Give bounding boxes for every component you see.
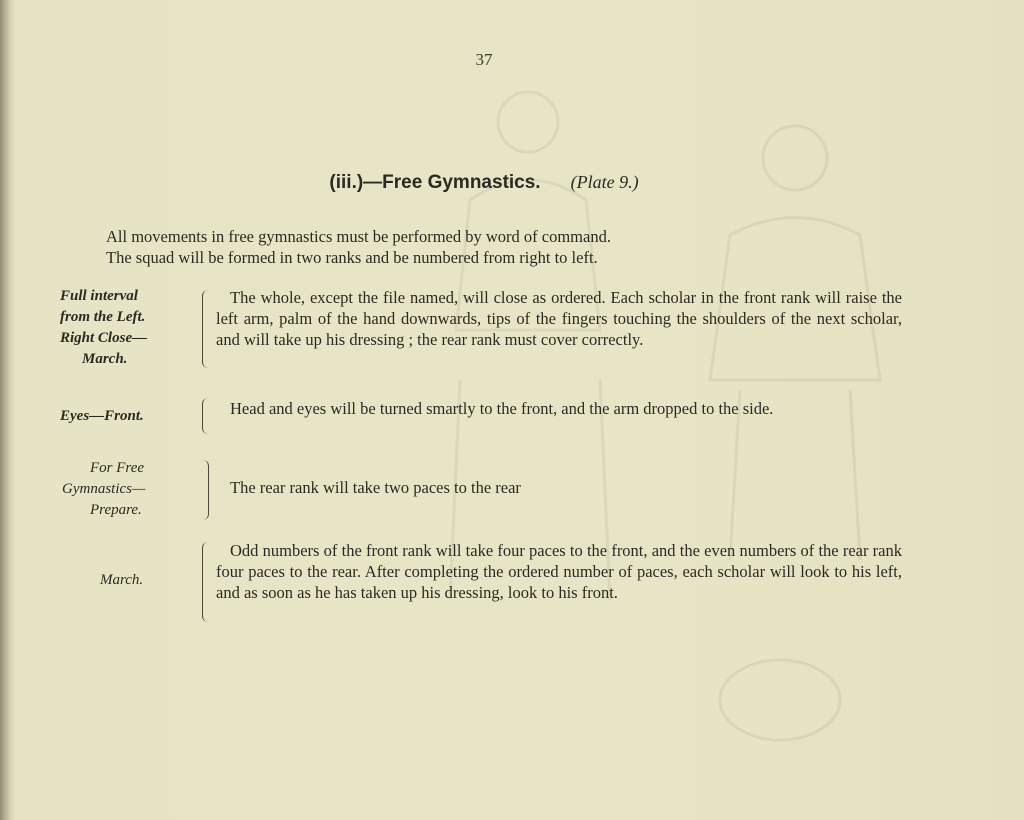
intro-line: All movements in free gymnastics must be performed by word of command.: [106, 227, 611, 246]
command-label-line: Eyes—Front.: [60, 408, 144, 424]
command-text: The rear rank will take two paces to the rear: [230, 478, 521, 497]
command-label-for-free-gymnastics: [62, 458, 212, 521]
section-title: (iii.)—Free Gymnastics.: [329, 172, 541, 193]
command-brace: [202, 460, 209, 520]
command-brace: [202, 542, 209, 622]
command-label-line: Right Close—: [60, 330, 148, 346]
command-label-line: Prepare.: [90, 502, 142, 518]
command-description: [216, 287, 902, 350]
intro-line: The squad will be formed in two ranks and be numbered from right to left.: [106, 248, 598, 267]
command-label-line: For Free: [90, 460, 145, 476]
command-brace: [202, 398, 209, 434]
plate-reference: (Plate 9.): [570, 172, 639, 192]
intro-paragraph: [106, 226, 826, 268]
command-label-line: March.: [100, 572, 144, 588]
command-text: The whole, except the file named, will close as ordered. Each scholar in the front rank will raise the left arm, palm of the hand downwards, tips of the fingers touching the shoulders of the next scholar, and will take up his dressing ; the rear rank must cover correctly.: [216, 288, 902, 349]
command-label-full-interval: [60, 286, 210, 370]
command-label-line: Gymnastics—: [62, 481, 146, 497]
command-description: [216, 477, 902, 498]
page-number: 37: [475, 50, 493, 69]
command-text: Odd numbers of the front rank will take four paces to the front, and the even numbers of the rear rank four paces to the rear. After completing the ordered number of paces, each scholar will look to his left, and as soon as he has taken up his dressing, look to his front.: [216, 541, 902, 602]
command-description: [216, 398, 902, 419]
command-label-eyes-front: [60, 406, 210, 427]
command-brace: [202, 290, 209, 368]
command-label-line: from the Left.: [60, 309, 146, 325]
command-text: Head and eyes will be turned smartly to the front, and the arm dropped to the side.: [230, 399, 774, 418]
section-heading: [0, 172, 968, 194]
command-description: [216, 540, 902, 603]
command-label-line: Full interval: [60, 288, 138, 304]
command-label-line: March.: [82, 351, 128, 367]
